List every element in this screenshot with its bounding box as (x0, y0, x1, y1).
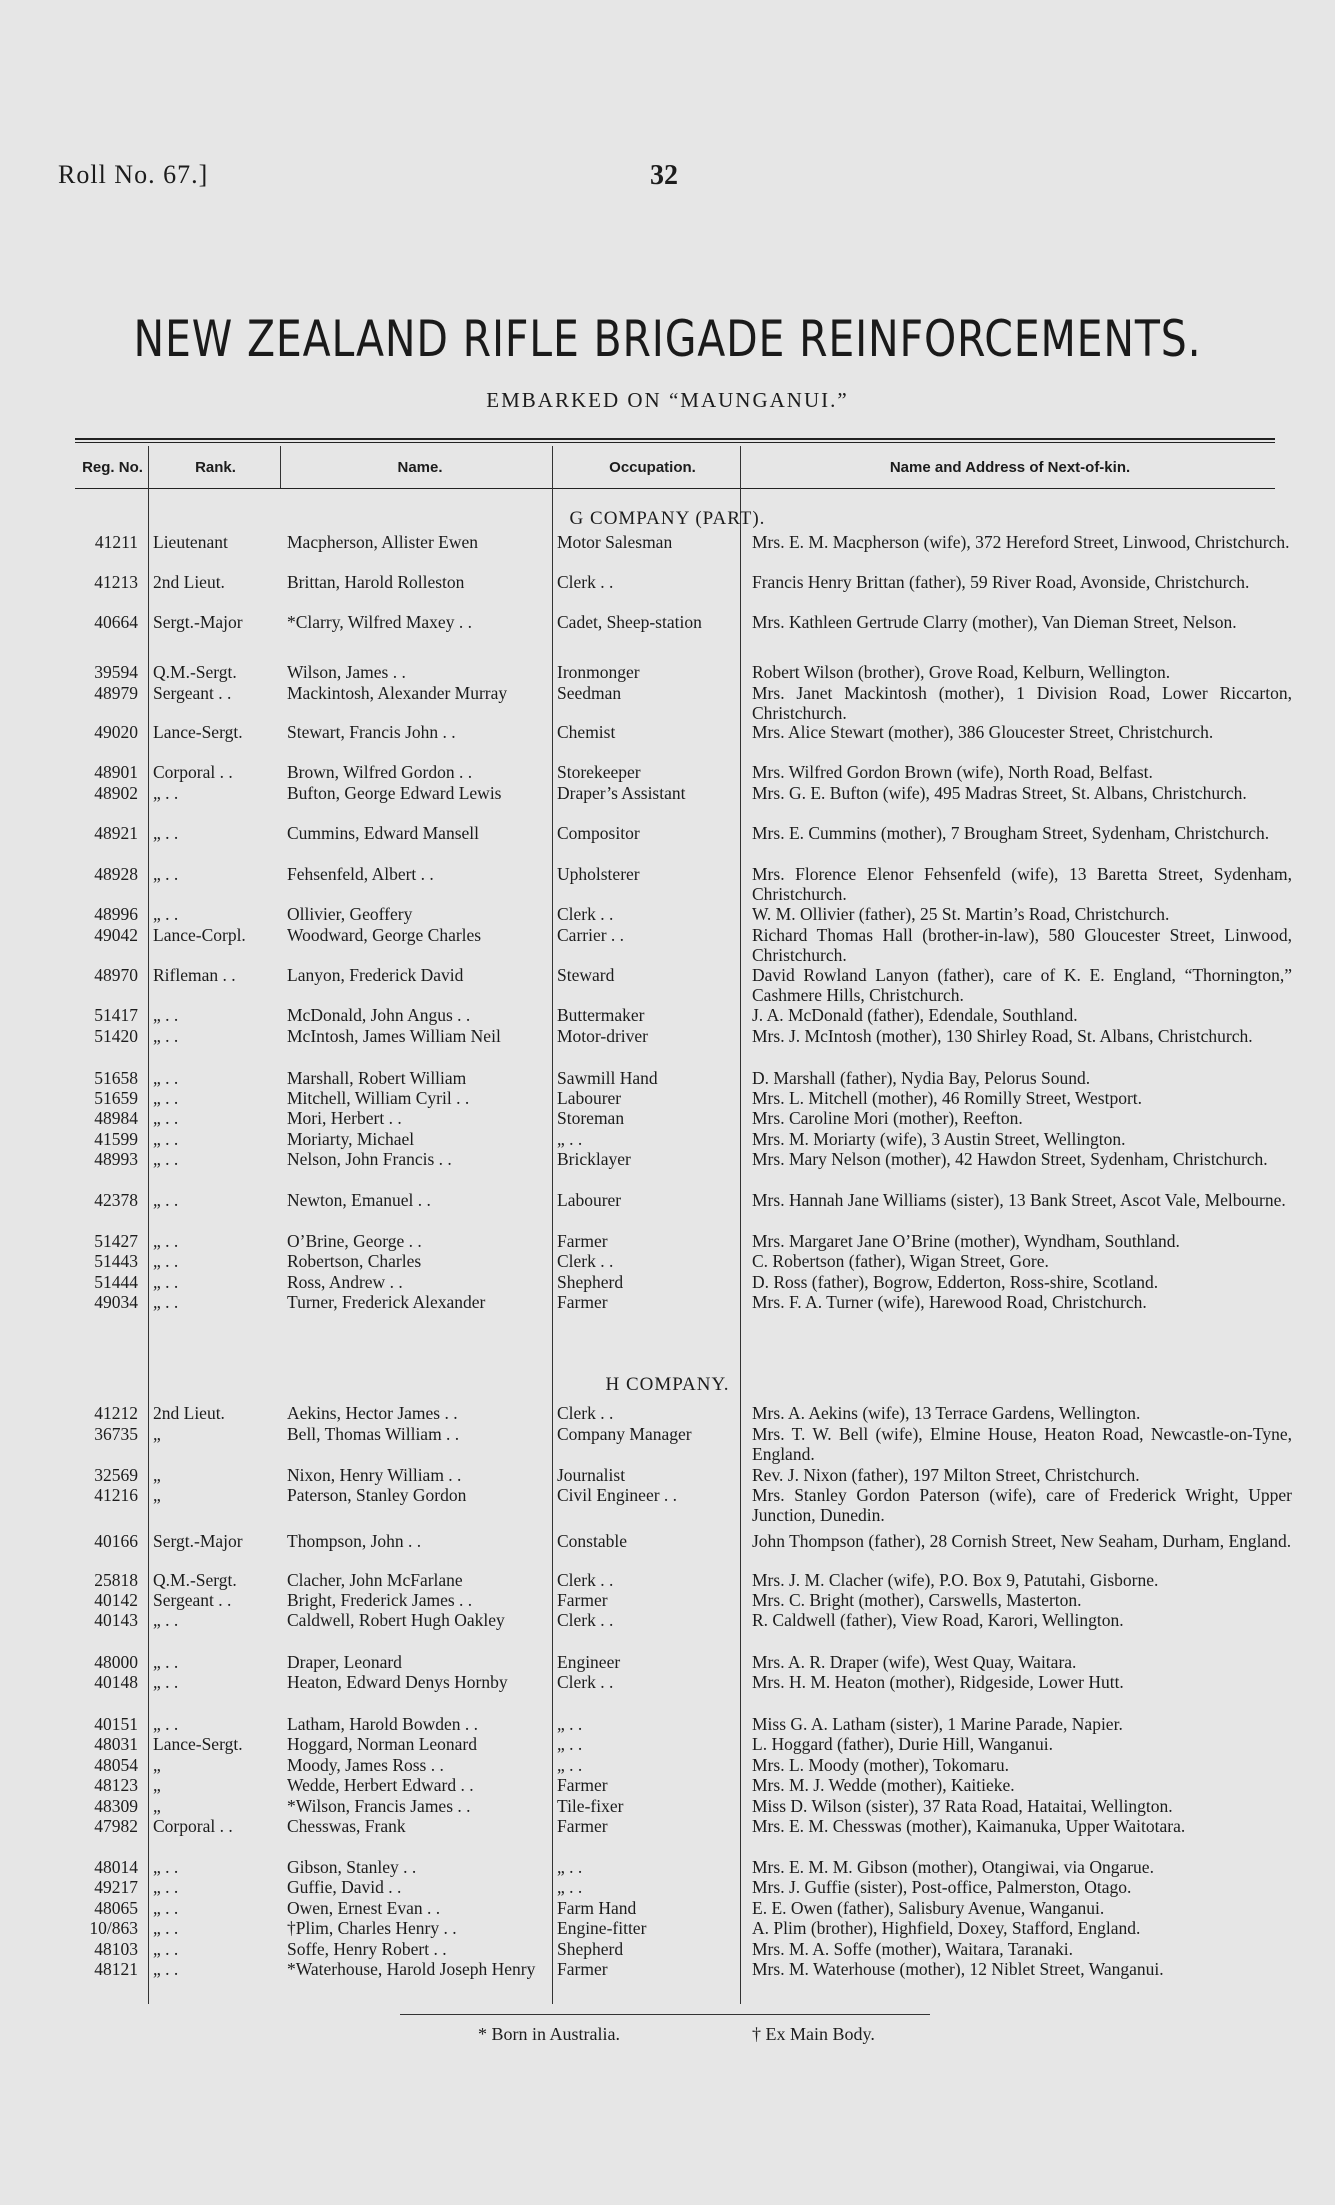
next-of-kin: Mrs. Kathleen Gertrude Clarry (mother), Van Dieman Street, Nelson. (752, 612, 1237, 632)
soldier-name: *Wilson, Francis James . . (287, 1796, 471, 1816)
soldier-name: Bufton, George Edward Lewis (287, 783, 502, 803)
rank: Lance-Corpl. (153, 925, 246, 945)
next-of-kin: Richard Thomas Hall (brother-in-law), 580 Gloucester Street, Linwood, Christchurch. (752, 925, 1292, 965)
rank: „ . . (153, 1877, 179, 1897)
next-of-kin: Robert Wilson (brother), Grove Road, Kelburn, Wellington. (752, 662, 1171, 682)
occupation: „ . . (557, 1734, 583, 1754)
reg-number: 25818 (94, 1570, 138, 1590)
rank: „ . . (153, 1129, 179, 1149)
soldier-name: Wedde, Herbert Edward . . (287, 1775, 474, 1795)
occupation: Cadet, Sheep-station (557, 612, 702, 632)
rank: „ (153, 1775, 161, 1795)
soldier-name: Turner, Frederick Alexander (287, 1292, 486, 1312)
rank: „ . . (153, 1251, 179, 1271)
rank: 2nd Lieut. (153, 1403, 225, 1423)
occupation: Ironmonger (557, 662, 640, 682)
next-of-kin: Mrs. T. W. Bell (wife), Elmine House, Heaton Road, Newcastle-on-Tyne, England. (752, 1424, 1292, 1464)
reg-number: 10/863 (89, 1918, 138, 1938)
soldier-name: Lanyon, Frederick David (287, 965, 464, 985)
reg-number: 47982 (94, 1816, 138, 1836)
reg-number: 32569 (94, 1465, 138, 1485)
reg-number: 48065 (94, 1898, 138, 1918)
next-of-kin: Mrs. M. Waterhouse (mother), 12 Niblet Street, Wanganui. (752, 1959, 1164, 1979)
reg-number: 48928 (94, 864, 138, 884)
soldier-name: Macpherson, Allister Ewen (287, 532, 478, 552)
next-of-kin: Mrs. A. Aekins (wife), 13 Terrace Gardens, Wellington. (752, 1403, 1141, 1423)
next-of-kin: Mrs. L. Mitchell (mother), 46 Romilly Street, Westport. (752, 1088, 1143, 1108)
soldier-name: Bright, Frederick James . . (287, 1590, 473, 1610)
rank: „ . . (153, 823, 179, 843)
occupation: Farmer (557, 1590, 608, 1610)
rank: „ (153, 1796, 161, 1816)
occupation: Clerk . . (557, 572, 614, 592)
occupation: Buttermaker (557, 1005, 645, 1025)
column-header-row (75, 446, 1275, 488)
rank: „ . . (153, 1672, 179, 1692)
reg-number: 48123 (94, 1775, 138, 1795)
reg-number: 48984 (94, 1108, 138, 1128)
rank: „ . . (153, 1652, 179, 1672)
soldier-name: Fehsenfeld, Albert . . (287, 864, 434, 884)
rank: „ . . (153, 783, 179, 803)
reg-number: 48309 (94, 1796, 138, 1816)
rank: „ . . (153, 1068, 179, 1088)
soldier-name: Guffie, David . . (287, 1877, 402, 1897)
rank: „ (153, 1424, 161, 1444)
occupation: Labourer (557, 1190, 622, 1210)
next-of-kin: Mrs. L. Moody (mother), Tokomaru. (752, 1755, 1010, 1775)
soldier-name: Latham, Harold Bowden . . (287, 1714, 478, 1734)
reg-number: 40166 (94, 1531, 138, 1551)
occupation: „ . . (557, 1857, 583, 1877)
next-of-kin: Mrs. Florence Elenor Fehsenfeld (wife), 13 Baretta Street, Sydenham, Christchurch. (752, 864, 1292, 904)
next-of-kin: Mrs. E. M. M. Gibson (mother), Otangiwai, via Ongarue. (752, 1857, 1154, 1877)
reg-number: 40664 (94, 612, 138, 632)
soldier-name: *Clarry, Wilfred Maxey . . (287, 612, 472, 632)
reg-number: 48103 (94, 1939, 138, 1959)
next-of-kin: Mrs. C. Bright (mother), Carswells, Masterton. (752, 1590, 1082, 1610)
reg-number: 48121 (94, 1959, 138, 1979)
soldier-name: Mori, Herbert . . (287, 1108, 402, 1128)
header-top-rule-2 (75, 442, 1275, 443)
occupation: Tile-fixer (557, 1796, 624, 1816)
reg-number: 49034 (94, 1292, 138, 1312)
rank: „ . . (153, 1898, 179, 1918)
column-divider (552, 446, 553, 2004)
reg-number: 48921 (94, 823, 138, 843)
column-divider (280, 446, 281, 488)
occupation: Farmer (557, 1816, 608, 1836)
rank: „ . . (153, 1939, 179, 1959)
rank: „ . . (153, 1026, 179, 1046)
rank: „ (153, 1485, 161, 1505)
rank: „ . . (153, 1190, 179, 1210)
soldier-name: O’Brine, George . . (287, 1231, 422, 1251)
occupation: Constable (557, 1531, 627, 1551)
occupation: Storekeeper (557, 762, 641, 782)
next-of-kin: Mrs. Stanley Gordon Paterson (wife), care of Frederick Wright, Upper Junction, Dunedin. (752, 1485, 1292, 1525)
soldier-name: Thompson, John . . (287, 1531, 422, 1551)
rank: Lieutenant (153, 532, 228, 552)
occupation: Farmer (557, 1959, 608, 1979)
reg-number: 49020 (94, 722, 138, 742)
soldier-name: Hoggard, Norman Leonard (287, 1734, 478, 1754)
reg-number: 51659 (94, 1088, 138, 1108)
header-bottom-rule (75, 488, 1275, 489)
occupation: Chemist (557, 722, 616, 742)
soldier-name: Aekins, Hector James . . (287, 1403, 458, 1423)
reg-number: 40148 (94, 1672, 138, 1692)
next-of-kin: Miss G. A. Latham (sister), 1 Marine Parade, Napier. (752, 1714, 1123, 1734)
soldier-name: Moody, James Ross . . (287, 1755, 444, 1775)
column-header-rank: Rank. (195, 459, 236, 476)
column-header-name: Name. (397, 459, 443, 476)
next-of-kin: L. Hoggard (father), Durie Hill, Wanganui. (752, 1734, 1054, 1754)
occupation: Civil Engineer . . (557, 1485, 678, 1505)
reg-number: 41216 (94, 1485, 138, 1505)
rank: „ . . (153, 1857, 179, 1877)
next-of-kin: Rev. J. Nixon (father), 197 Milton Street, Christchurch. (752, 1465, 1140, 1485)
footer-rule (400, 2014, 930, 2015)
rank: „ . . (153, 1231, 179, 1251)
rank: Corporal . . (153, 762, 233, 782)
reg-number: 39594 (94, 662, 138, 682)
occupation: Sawmill Hand (557, 1068, 658, 1088)
section-title: G COMPANY (PART). (569, 508, 766, 529)
occupation: Bricklayer (557, 1149, 631, 1169)
next-of-kin: Mrs. A. R. Draper (wife), West Quay, Waitara. (752, 1652, 1077, 1672)
rank: Lance-Sergt. (153, 1734, 243, 1754)
rank: Sergt.-Major (153, 612, 243, 632)
reg-number: 51658 (94, 1068, 138, 1088)
next-of-kin: Mrs. J. McIntosh (mother), 130 Shirley Road, St. Albans, Christchurch. (752, 1026, 1253, 1046)
soldier-name: Ross, Andrew . . (287, 1272, 403, 1292)
footnote-ex-main-body: † Ex Main Body. (752, 2024, 875, 2044)
soldier-name: Brittan, Harold Rolleston (287, 572, 465, 592)
rank: Q.M.-Sergt. (153, 662, 237, 682)
reg-number: 41211 (94, 532, 138, 552)
reg-number: 36735 (94, 1424, 138, 1444)
reg-number: 48996 (94, 904, 138, 924)
next-of-kin: R. Caldwell (father), View Road, Karori, Wellington. (752, 1610, 1124, 1630)
occupation: Clerk . . (557, 1570, 614, 1590)
next-of-kin: Mrs. E. M. Macpherson (wife), 372 Hereford Street, Linwood, Christchurch. (752, 532, 1290, 552)
reg-number: 48993 (94, 1149, 138, 1169)
occupation: Upholsterer (557, 864, 640, 884)
occupation: Motor-driver (557, 1026, 649, 1046)
page-number: 32 (650, 160, 678, 191)
soldier-name: McDonald, John Angus . . (287, 1005, 471, 1025)
soldier-name: Mackintosh, Alexander Murray (287, 683, 508, 703)
occupation: Engineer (557, 1652, 621, 1672)
soldier-name: *Waterhouse, Harold Joseph Henry (287, 1959, 536, 1979)
next-of-kin: Mrs. M. J. Wedde (mother), Kaitieke. (752, 1775, 1015, 1795)
reg-number: 40142 (94, 1590, 138, 1610)
occupation: Company Manager (557, 1424, 692, 1444)
next-of-kin: Francis Henry Brittan (father), 59 River Road, Avonside, Christchurch. (752, 572, 1250, 592)
footnote-born-australia: * Born in Australia. (478, 2024, 620, 2044)
next-of-kin: Mrs. E. Cummins (mother), 7 Brougham Street, Sydenham, Christchurch. (752, 823, 1270, 843)
occupation: Engine-fitter (557, 1918, 647, 1938)
reg-number: 48979 (94, 683, 138, 703)
reg-number: 48902 (94, 783, 138, 803)
next-of-kin: Mrs. G. E. Bufton (wife), 495 Madras Street, St. Albans, Christchurch. (752, 783, 1247, 803)
soldier-name: Clacher, John McFarlane (287, 1570, 463, 1590)
occupation: Steward (557, 965, 615, 985)
next-of-kin: Mrs. E. M. Chesswas (mother), Kaimanuka, Upper Waitotara. (752, 1816, 1186, 1836)
soldier-name: Heaton, Edward Denys Hornby (287, 1672, 508, 1692)
occupation: Storeman (557, 1108, 625, 1128)
rank: „ . . (153, 904, 179, 924)
reg-number: 41599 (94, 1129, 138, 1149)
occupation: Compositor (557, 823, 640, 843)
reg-number: 51417 (94, 1005, 138, 1025)
next-of-kin: Mrs. Alice Stewart (mother), 386 Gloucester Street, Christchurch. (752, 722, 1214, 742)
reg-number: 49217 (94, 1877, 138, 1897)
soldier-name: Paterson, Stanley Gordon (287, 1485, 467, 1505)
occupation: „ . . (557, 1755, 583, 1775)
rank: „ . . (153, 1108, 179, 1128)
occupation: Labourer (557, 1088, 622, 1108)
reg-number: 51420 (94, 1026, 138, 1046)
occupation: „ . . (557, 1714, 583, 1734)
occupation: Farm Hand (557, 1898, 637, 1918)
soldier-name: †Plim, Charles Henry . . (287, 1918, 457, 1938)
occupation: Seedman (557, 683, 622, 703)
section-title: H COMPANY. (605, 1374, 730, 1395)
occupation: Shepherd (557, 1272, 624, 1292)
rank: „ . . (153, 1714, 179, 1734)
reg-number: 48901 (94, 762, 138, 782)
soldier-name: Moriarty, Michael (287, 1129, 415, 1149)
column-header-occupation: Occupation. (609, 459, 696, 476)
next-of-kin: David Rowland Lanyon (father), care of K. E. England, “Thornington,” Cashmere Hills, Christchurch. (752, 965, 1292, 1005)
soldier-name: Woodward, George Charles (287, 925, 482, 945)
reg-number: 41212 (94, 1403, 138, 1423)
soldier-name: Owen, Ernest Evan . . (287, 1898, 441, 1918)
header-top-rule (75, 438, 1275, 440)
reg-number: 40151 (94, 1714, 138, 1734)
rank: Sergeant . . (153, 683, 232, 703)
rank: „ . . (153, 1292, 179, 1312)
next-of-kin: Mrs. Mary Nelson (mother), 42 Hawdon Street, Sydenham, Christchurch. (752, 1149, 1268, 1169)
occupation: Motor Salesman (557, 532, 673, 552)
reg-number: 41213 (94, 572, 138, 592)
column-header-reg: Reg. No. (82, 459, 143, 476)
column-divider (740, 446, 741, 2004)
next-of-kin: Mrs. Caroline Mori (mother), Reefton. (752, 1108, 1023, 1128)
soldier-name: Marshall, Robert William (287, 1068, 467, 1088)
soldier-name: McIntosh, James William Neil (287, 1026, 501, 1046)
next-of-kin: John Thompson (father), 28 Cornish Street, New Seaham, Durham, England. (752, 1531, 1292, 1551)
soldier-name: Ollivier, Geoffery (287, 904, 413, 924)
occupation: Farmer (557, 1292, 608, 1312)
soldier-name: Mitchell, William Cyril . . (287, 1088, 470, 1108)
next-of-kin: Mrs. Margaret Jane O’Brine (mother), Wyndham, Southland. (752, 1231, 1180, 1251)
next-of-kin: Mrs. Janet Mackintosh (mother), 1 Division Road, Lower Riccarton, Christchurch. (752, 683, 1292, 723)
rank: „ . . (153, 1149, 179, 1169)
column-header-kin: Name and Address of Next-of-kin. (889, 459, 1131, 476)
reg-number: 48054 (94, 1755, 138, 1775)
occupation: Clerk . . (557, 1251, 614, 1271)
occupation: Draper’s Assistant (557, 783, 686, 803)
soldier-name: Gibson, Stanley . . (287, 1857, 417, 1877)
rank: „ . . (153, 864, 179, 884)
rank: Sergeant . . (153, 1590, 232, 1610)
rank: Rifleman . . (153, 965, 236, 985)
soldier-name: Cummins, Edward Mansell (287, 823, 479, 843)
soldier-name: Nixon, Henry William . . (287, 1465, 462, 1485)
occupation: Farmer (557, 1231, 608, 1251)
next-of-kin: D. Ross (father), Bogrow, Edderton, Ross-shire, Scotland. (752, 1272, 1159, 1292)
next-of-kin: Mrs. Hannah Jane Williams (sister), 13 Bank Street, Ascot Vale, Melbourne. (752, 1190, 1286, 1210)
next-of-kin: Mrs. M. A. Soffe (mother), Waitara, Taranaki. (752, 1939, 1074, 1959)
soldier-name: Chesswas, Frank (287, 1816, 406, 1836)
occupation: „ . . (557, 1129, 583, 1149)
rank: „ (153, 1465, 161, 1485)
rank: „ . . (153, 1005, 179, 1025)
rank: „ . . (153, 1918, 179, 1938)
rank: „ . . (153, 1959, 179, 1979)
occupation: Clerk . . (557, 1403, 614, 1423)
soldier-name: Caldwell, Robert Hugh Oakley (287, 1610, 505, 1630)
next-of-kin: Mrs. M. Moriarty (wife), 3 Austin Street, Wellington. (752, 1129, 1126, 1149)
next-of-kin: Mrs. J. M. Clacher (wife), P.O. Box 9, Patutahi, Gisborne. (752, 1570, 1159, 1590)
next-of-kin: Miss D. Wilson (sister), 37 Rata Road, Hataitai, Wellington. (752, 1796, 1173, 1816)
next-of-kin: D. Marshall (father), Nydia Bay, Pelorus Sound. (752, 1068, 1091, 1088)
next-of-kin: A. Plim (brother), Highfield, Doxey, Stafford, England. (752, 1918, 1141, 1938)
rank: 2nd Lieut. (153, 572, 225, 592)
next-of-kin: E. E. Owen (father), Salisbury Avenue, Wanganui. (752, 1898, 1105, 1918)
rank: „ . . (153, 1272, 179, 1292)
reg-number: 40143 (94, 1610, 138, 1630)
occupation: „ . . (557, 1877, 583, 1897)
reg-number: 48000 (94, 1652, 138, 1672)
rank: Lance-Sergt. (153, 722, 243, 742)
soldier-name: Soffe, Henry Robert . . (287, 1939, 447, 1959)
occupation: Clerk . . (557, 1672, 614, 1692)
occupation: Journalist (557, 1465, 626, 1485)
page-title: NEW ZEALAND RIFLE BRIGADE REINFORCEMENTS. (133, 310, 1202, 368)
soldier-name: Bell, Thomas William . . (287, 1424, 460, 1444)
column-divider (148, 446, 149, 2004)
reg-number: 42378 (94, 1190, 138, 1210)
reg-number: 51427 (94, 1231, 138, 1251)
next-of-kin: Mrs. J. Guffie (sister), Post-office, Palmerston, Otago. (752, 1877, 1132, 1897)
soldier-name: Robertson, Charles (287, 1251, 422, 1271)
soldier-name: Brown, Wilfred Gordon . . (287, 762, 473, 782)
next-of-kin: J. A. McDonald (father), Edendale, Southland. (752, 1005, 1078, 1025)
reg-number: 51444 (94, 1272, 138, 1292)
soldier-name: Wilson, James . . (287, 662, 406, 682)
page-subtitle: EMBARKED ON “MAUNGANUI.” (486, 388, 849, 412)
occupation: Clerk . . (557, 904, 614, 924)
soldier-name: Newton, Emanuel . . (287, 1190, 431, 1210)
occupation: Carrier . . (557, 925, 625, 945)
occupation: Farmer (557, 1775, 608, 1795)
rank: „ . . (153, 1610, 179, 1630)
next-of-kin: Mrs. Wilfred Gordon Brown (wife), North Road, Belfast. (752, 762, 1153, 782)
soldier-name: Nelson, John Francis . . (287, 1149, 452, 1169)
next-of-kin: Mrs. H. M. Heaton (mother), Ridgeside, Lower Hutt. (752, 1672, 1124, 1692)
occupation: Shepherd (557, 1939, 624, 1959)
rank: Q.M.-Sergt. (153, 1570, 237, 1590)
reg-number: 48031 (94, 1734, 138, 1754)
next-of-kin: W. M. Ollivier (father), 25 St. Martin’s Road, Christchurch. (752, 904, 1170, 924)
reg-number: 48014 (94, 1857, 138, 1877)
roll-number: Roll No. 67.] (58, 160, 209, 189)
next-of-kin: C. Robertson (father), Wigan Street, Gore. (752, 1251, 1049, 1271)
soldier-name: Stewart, Francis John . . (287, 722, 456, 742)
next-of-kin: Mrs. F. A. Turner (wife), Harewood Road, Christchurch. (752, 1292, 1147, 1312)
reg-number: 51443 (94, 1251, 138, 1271)
reg-number: 49042 (94, 925, 138, 945)
reg-number: 48970 (94, 965, 138, 985)
rank: „ (153, 1755, 161, 1775)
rank: Corporal . . (153, 1816, 233, 1836)
rank: Sergt.-Major (153, 1531, 243, 1551)
soldier-name: Draper, Leonard (287, 1652, 402, 1672)
occupation: Clerk . . (557, 1610, 614, 1630)
rank: „ . . (153, 1088, 179, 1108)
